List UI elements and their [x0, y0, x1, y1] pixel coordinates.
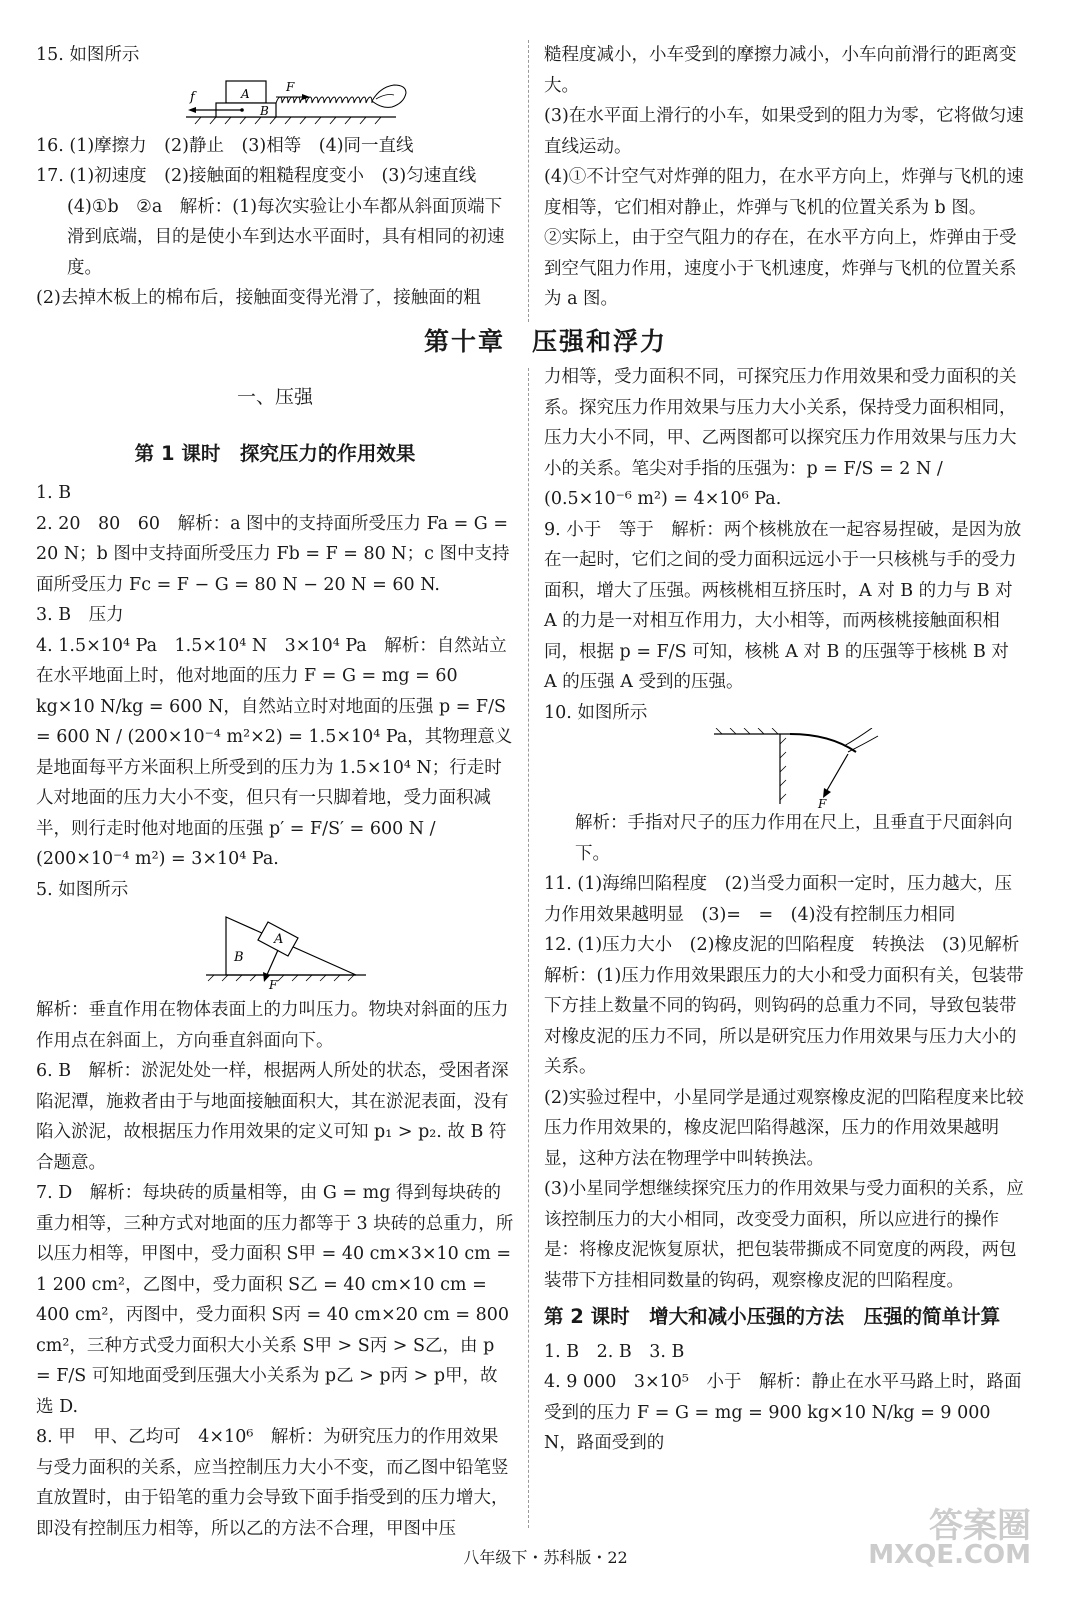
l2-answer-1-3: 1. B 2. B 3. B	[544, 1341, 685, 1362]
page-footer: 八年级下・苏科版・22	[463, 1548, 628, 1567]
watermark-logo: 答案圈	[929, 1506, 1031, 1546]
answer-17-4a: (4)①不计空气对炸弹的阻力，在水平方向上，炸弹与飞机的速度相等，它们相对静止，炸弹与飞机的位置关系为 b 图。	[544, 167, 1024, 218]
watermark-url: MXQE.COM	[868, 1540, 1031, 1570]
figure-q5	[36, 905, 514, 995]
continued-text: 糙程度减小，小车受到的摩擦力减小，小车向前滑行的距离变大。	[544, 45, 1017, 96]
bottom-left-column	[36, 478, 514, 1544]
l1-answer-8: 8. 甲 甲、乙均可 4×10⁶ 解析：为研究压力的作用效果与受力面积的关系，应当控制压力大小不变，而乙图中铅笔竖直放置时，由于铅笔的重力会导致下面手指受到的压力增大，即没有控制压力相等，所以乙的方法不合理，甲图中压	[36, 1427, 509, 1539]
l1-answer-12-2: (2)实验过程中，小星同学是通过观察橡皮泥的凹陷程度来比较压力作用效果的，橡皮泥凹陷得越深，压力的作用效果越明显，这种方法在物理学中叫转换法。	[544, 1087, 1024, 1169]
label-F: F	[818, 797, 827, 808]
l1-answer-1: 1. B	[36, 483, 72, 503]
bottom-right-column	[544, 362, 1037, 1459]
answer-17-explain-2: (2)去掉木板上的棉布后，接触面变得光滑了，接触面的粗	[36, 288, 481, 308]
figure-q10	[544, 728, 1024, 808]
l1-answer-12-3: (3)小星同学想继续探究压力的作用效果与受力面积的关系，应该控制压力的大小相同，改变受力面积，所以应进行的操作是：将橡皮泥恢复原状，把包装带撕成不同宽度的两段，两包装带下方挂相同数量的钩码，观察橡皮泥的凹陷程度。	[544, 1179, 1024, 1291]
answer-17-3: (3)在水平面上滑行的小车，如果受到的阻力为零，它将做匀速直线运动。	[544, 106, 1024, 157]
l1-answer-6: 6. B 解析：淤泥处处一样，根据两人所处的状态，受困者深陷泥潭，施救者由于与地面接触面积大，其在淤泥表面，没有陷入淤泥，故根据压力作用效果的定义可知 p₁ > p₂. 故 B 符合题意。	[36, 1061, 509, 1173]
answer-17-4b: ②实际上，由于空气阻力的存在，在水平方向上，炸弹由于受到空气阻力作用，速度小于飞机速度，炸弹与飞机的位置关系为 a 图。	[544, 228, 1017, 309]
l1-answer-12: 12. (1)压力大小 (2)橡皮泥的凹陷程度 转换法 (3)见解析 解析：(1)压力作用效果跟压力的大小和受力面积有关，包装带下方挂上数量不同的钩码，则钩码的总重力不同，导致包装带对橡皮泥的压力不同，所以是研究压力作用效果与压力大小的关系。	[544, 935, 1037, 1077]
l1-answer-5-explain: 解析：垂直作用在物体表面上的力叫压力。物块对斜面的压力作用点在斜面上，方向垂直斜面向下。	[36, 1000, 509, 1051]
l2-answer-4: 4. 9 000 3×10⁵ 小于 解析：静止在水平马路上时，路面受到的压力 F = G = mg = 900 kg×10 N/kg = 9 000 N，路面受到的	[544, 1372, 1022, 1453]
l1-answer-5: 5. 如图所示	[36, 879, 129, 900]
top-left-column	[36, 40, 514, 314]
label-B: B	[260, 103, 269, 118]
l1-answer-11: 11. (1)海绵凹陷程度 (2)当受力面积一定时，压力越大，压力作用效果越明显 (3)= = (4)没有控制压力相同	[544, 874, 1012, 925]
answer-15: 15. 如图所示	[36, 45, 140, 65]
label-A: A	[274, 932, 284, 947]
chapter-title: 第十章 压强和浮力	[423, 327, 667, 356]
label-F: F	[286, 79, 295, 94]
section-title: 一、压强	[236, 386, 313, 408]
label-f: f	[190, 89, 195, 105]
label-A: A	[241, 86, 250, 101]
l1-answer-8-cont: 力相等，受力面积不同，可探究压力作用效果和受力面积的关系。探究压力作用效果与压力大小关系，保持受力面积相同，压力大小不同，甲、乙两图都可以探究压力作用效果与压力大小的关系。笔尖对手指的压强为：p = F/S = 2 N / (0.5×10⁻⁶ m²) = 4×10⁶ Pa.	[544, 367, 1017, 509]
label-B: B	[234, 950, 244, 965]
l1-answer-3: 3. B 压力	[36, 605, 124, 625]
lesson1-title: 第 1 课时 探究压力的作用效果	[134, 442, 416, 465]
lesson2-title: 第 2 课时 增大和减小压强的方法 压强的简单计算	[544, 1305, 1001, 1328]
top-right-column	[544, 40, 1024, 315]
figure-q15	[36, 71, 514, 131]
l1-answer-10: 10. 如图所示	[544, 702, 648, 723]
l1-answer-2: 2. 20 80 60 解析：a 图中的支持面所受压力 Fa = G = 20 N；b 图中支持面所受压力 Fb = F = 80 N；c 图中支持面所受压力 Fc = F − G = 80 N − 20 N = 60 N.	[36, 513, 510, 595]
label-F: F	[269, 978, 278, 992]
l1-answer-10-explain: 解析：手指对尺子的压力作用在尺上，且垂直于尺面斜向下。	[575, 813, 1013, 864]
column-divider-bottom	[528, 368, 529, 1528]
l1-answer-4: 4. 1.5×10⁴ Pa 1.5×10⁴ N 3×10⁴ Pa 解析：自然站立在水平地面上时，他对地面的压力 F = G = mg = 60 kg×10 N/kg = 600 N，自然站立时对地面的压强 p = F/S = 600 N / (200×10⁻⁴ m²×2) = 1.5×10⁴ Pa，其物理意义是地面每平方米面积上所受到的压力为 1.5×10⁴ N；行走时人对地面的压力大小不变，但只有一只脚着地，受力面积减半，则行走时他对地面的压强 p′ = F/S′ = 600 N / (200×10⁻⁴ m²) = 3×10⁴ Pa.	[36, 635, 513, 869]
l1-answer-7: 7. D 解析：每块砖的质量相等，由 G = mg 得到每块砖的重力相等，三种方式对地面的压力都等于 3 块砖的总重力，所以压力相等，甲图中，受力面积 S甲 = 40 cm×3×10 cm = 1 200 cm²，乙图中，受力面积 S乙 = 40 cm×10 cm = 400 cm²，丙图中，受力面积 S丙 = 40 cm×20 cm = 800 cm²，三种方式受力面积大小关系 S甲 > S丙 > S乙，由 p = F/S 可知地面受到压强大小关系为 p乙 > p丙 > p甲，故选 D.	[36, 1183, 514, 1417]
answer-17: 17. (1)初速度 (2)接触面的粗糙程度变小 (3)匀速直线	[36, 166, 477, 186]
answer-17-explain: (4)①b ②a 解析：(1)每次实验让小车都从斜面顶端下滑到底端，目的是使小车到达水平面时，具有相同的初速度。	[67, 196, 505, 278]
answer-16: 16. (1)摩擦力 (2)静止 (3)相等 (4)同一直线	[36, 135, 414, 156]
column-divider-top	[528, 40, 529, 322]
l1-answer-9: 9. 小于 等于 解析：两个核桃放在一起容易捏破，是因为放在一起时，它们之间的受力面积远远小于一只核桃与手的受力面积，增大了压强。两核桃相互挤压时，A 对 B 的力与 B 对 A 的力是一对相互作用力，大小相等，而两核桃接触面积相同，根据 p = F/S 可知，核桃 A 对 B 的压强等于核桃 B 对 A 的压强 A 受到的压强。	[544, 519, 1022, 692]
